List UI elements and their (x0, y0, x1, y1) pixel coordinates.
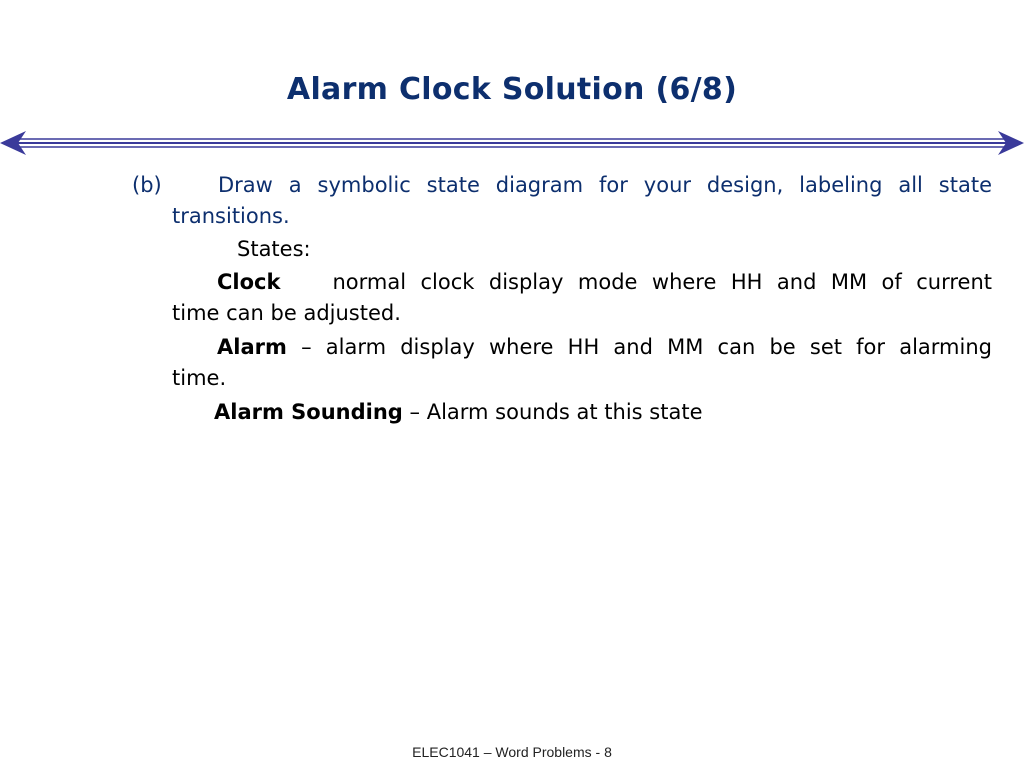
part-b-paragraph (132, 170, 992, 232)
slide-title: Alarm Clock Solution (6/8) (286, 72, 738, 107)
part-b-line2: transitions. (172, 204, 290, 228)
part-b-marker: (b) (132, 173, 162, 197)
slide-footer: ELEC1041 – Word Problems - 8 (412, 744, 612, 760)
state-desc-line1: – Alarm sounds at this state (409, 400, 703, 424)
state-name: Clock (217, 270, 281, 294)
state-alarm-sounding (172, 397, 992, 428)
double-arrow-divider (0, 128, 1024, 158)
state-desc-line2: time can be adjusted. (172, 301, 401, 325)
states-label: States: (237, 237, 311, 261)
state-desc-line2: time. (172, 366, 227, 390)
state-desc-line1: normal clock display mode where HH and MM of current (332, 270, 992, 294)
state-clock (172, 267, 992, 329)
state-alarm (172, 332, 992, 394)
state-desc-line1: – alarm display where HH and MM can be set for alarming (301, 335, 992, 359)
state-name: Alarm (217, 335, 287, 359)
state-name: Alarm Sounding (214, 400, 403, 424)
part-b-line1: Draw a symbolic state diagram for your design, labeling all state (218, 173, 992, 197)
